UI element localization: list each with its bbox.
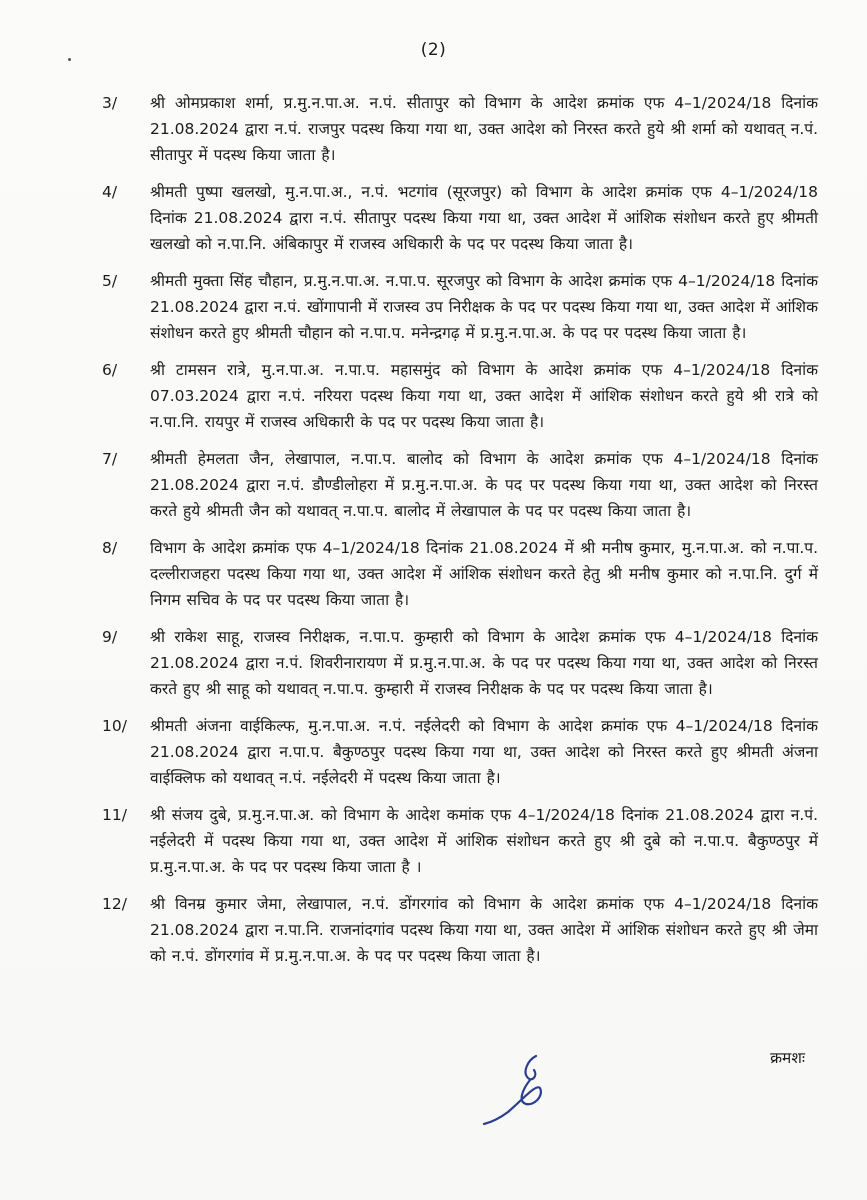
item-text: श्रीमती पुष्पा खलखो, मु.न.पा.अ., न.पं. भटगांव (सूरजपुर) को विभाग के आदेश क्रमांक एफ 4–1/2024/18 दिनांक 21.08.2024 द्वारा न.पं. सीतापुर पदस्थ किया गया था, उक्त आदेश में आंशिक संशोधन करते हुए श्रीमती खलखो को न.पा.नि. अंबिकापुर में राजस्व अधिकारी के पद पर पदस्थ किया जाता है। bbox=[150, 183, 818, 253]
continued-label: क्रमशः bbox=[770, 1049, 805, 1067]
item-text: श्री संजय दुबे, प्र.मु.न.पा.अ. को विभाग के आदेश कमांक एफ 4–1/2024/18 दिनांक 21.08.2024 द्वारा न.पं. नईलेदरी में पदस्थ किया गया था, उक्त आदेश में आंशिक संशोधन करते हुए श्री दुबे को न.पा.प. बैकुण्ठपुर में प्र.मु.न.पा.अ. के पद पर पदस्थ किया जाता है । bbox=[150, 806, 818, 876]
item-text: श्री टामसन रात्रे, मु.न.पा.अ. न.पा.प. महासमुंद को विभाग के आदेश क्रमांक एफ 4–1/2024/18 दिनांक 07.03.2024 द्वारा न.पं. नरियरा पदस्थ किया गया था, उक्त आदेश में आंशिक संशोधन करते हुये श्री रात्रे को न.पा.नि. रायपुर में राजस्व अधिकारी के पद पर पदस्थ किया जाता है। bbox=[150, 361, 818, 431]
order-item bbox=[98, 179, 818, 257]
signature-stroke bbox=[484, 1056, 541, 1124]
order-item bbox=[98, 891, 818, 969]
item-number: 4/ bbox=[102, 183, 118, 201]
item-text: श्री ओमप्रकाश शर्मा, प्र.मु.न.पा.अ. न.पं. सीतापुर को विभाग के आदेश क्रमांक एफ 4–1/2024/18 दिनांक 21.08.2024 द्वारा न.पं. राजपुर पदस्थ किया गया था, उक्त आदेश को निरस्त करते हुये श्री शर्मा को यथावत् न.पं. सीतापुर में पदस्थ किया जाता है। bbox=[150, 94, 818, 164]
item-text: विभाग के आदेश क्रमांक एफ 4–1/2024/18 दिनांक 21.08.2024 में श्री मनीष कुमार, मु.न.पा.अ. को न.पा.प. दल्लीराजहरा पदस्थ किया गया था, उक्त आदेश में आंशिक संशोधन करते हेतु श्री मनीष कुमार को न.पा.नि. दुर्ग में निगम सचिव के पद पर पदस्थ किया जाता है। bbox=[150, 539, 818, 609]
order-item bbox=[98, 535, 818, 613]
order-item bbox=[98, 624, 818, 702]
item-number: 6/ bbox=[102, 361, 118, 379]
order-items-list bbox=[98, 90, 818, 980]
item-text: श्री विनम्र कुमार जेमा, लेखापाल, न.पं. डोंगरगांव को विभाग के आदेश क्रमांक एफ 4–1/2024/18 दिनांक 21.08.2024 द्वारा न.पा.नि. राजनांदगांव पदस्थ किया गया था, उक्त आदेश में आंशिक संशोधन करते हुए श्री जेमा को न.पं. डोंगरगांव में प्र.मु.न.पा.अ. के पद पर पदस्थ किया जाता है। bbox=[150, 895, 818, 965]
item-text: श्रीमती अंजना वाईकिल्फ, मु.न.पा.अ. न.पं. नईलेदरी को विभाग के आदेश क्रमांक एफ 4–1/2024/18 दिनांक 21.08.2024 द्वारा न.पा.प. बैकुण्ठपुर पदस्थ किया गया था, उक्त आदेश को निरस्त करते हुए श्रीमती अंजना वाईक्लिफ को यथावत् न.पं. नईलेदरी में पदस्थ किया जाता है। bbox=[150, 717, 818, 787]
item-text: श्रीमती मुक्ता सिंह चौहान, प्र.मु.न.पा.अ. न.पा.प. सूरजपुर को विभाग के आदेश क्रमांक एफ 4–1/2024/18 दिनांक 21.08.2024 द्वारा न.पं. खोंगापानी में राजस्व उप निरीक्षक के पद पर पदस्थ किया गया था, उक्त आदेश में आंशिक संशोधन करते हुए श्रीमती चौहान को न.पा.प. मनेन्द्रगढ़ में प्र.मु.न.पा.अ. के पद पर पदस्थ किया जाता है। bbox=[150, 272, 818, 342]
item-number: 3/ bbox=[102, 94, 118, 112]
item-number: 10/ bbox=[102, 717, 127, 735]
order-item bbox=[98, 357, 818, 435]
item-text: श्रीमती हेमलता जैन, लेखापाल, न.पा.प. बालोद को विभाग के आदेश क्रमांक एफ 4–1/2024/18 दिनांक 21.08.2024 द्वारा न.पं. डौण्डीलोहरा में प्र.मु.न.पा.अ. के पद पर पदस्थ किया गया था, उक्त आदेश को निरस्त करते हुये श्रीमती जैन को यथावत् न.पा.प. बालोद में लेखापाल के पद पर पदस्थ किया जाता है। bbox=[150, 450, 818, 520]
item-text: श्री राकेश साहू, राजस्व निरीक्षक, न.पा.प. कुम्हारी को विभाग के आदेश क्रमांक एफ 4–1/2024/18 दिनांक 21.08.2024 द्वारा न.पं. शिवरीनारायण में प्र.मु.न.पा.अ. के पद पर पदस्थ किया गया था, उक्त आदेश को निरस्त करते हुए श्री साहू को यथावत् न.पा.प. कुम्हारी में राजस्व निरीक्षक के पद पर पदस्थ किया जाता है। bbox=[150, 628, 818, 698]
order-item bbox=[98, 713, 818, 791]
item-number: 7/ bbox=[102, 450, 118, 468]
order-item bbox=[98, 90, 818, 168]
item-number: 5/ bbox=[102, 272, 118, 290]
item-number: 8/ bbox=[102, 539, 118, 557]
signature-mark bbox=[478, 1050, 568, 1130]
item-number: 9/ bbox=[102, 628, 118, 646]
order-item bbox=[98, 268, 818, 346]
order-item bbox=[98, 802, 818, 880]
item-number: 12/ bbox=[102, 895, 127, 913]
page-number: (2) bbox=[420, 40, 447, 60]
order-item bbox=[98, 446, 818, 524]
item-number: 11/ bbox=[102, 806, 127, 824]
